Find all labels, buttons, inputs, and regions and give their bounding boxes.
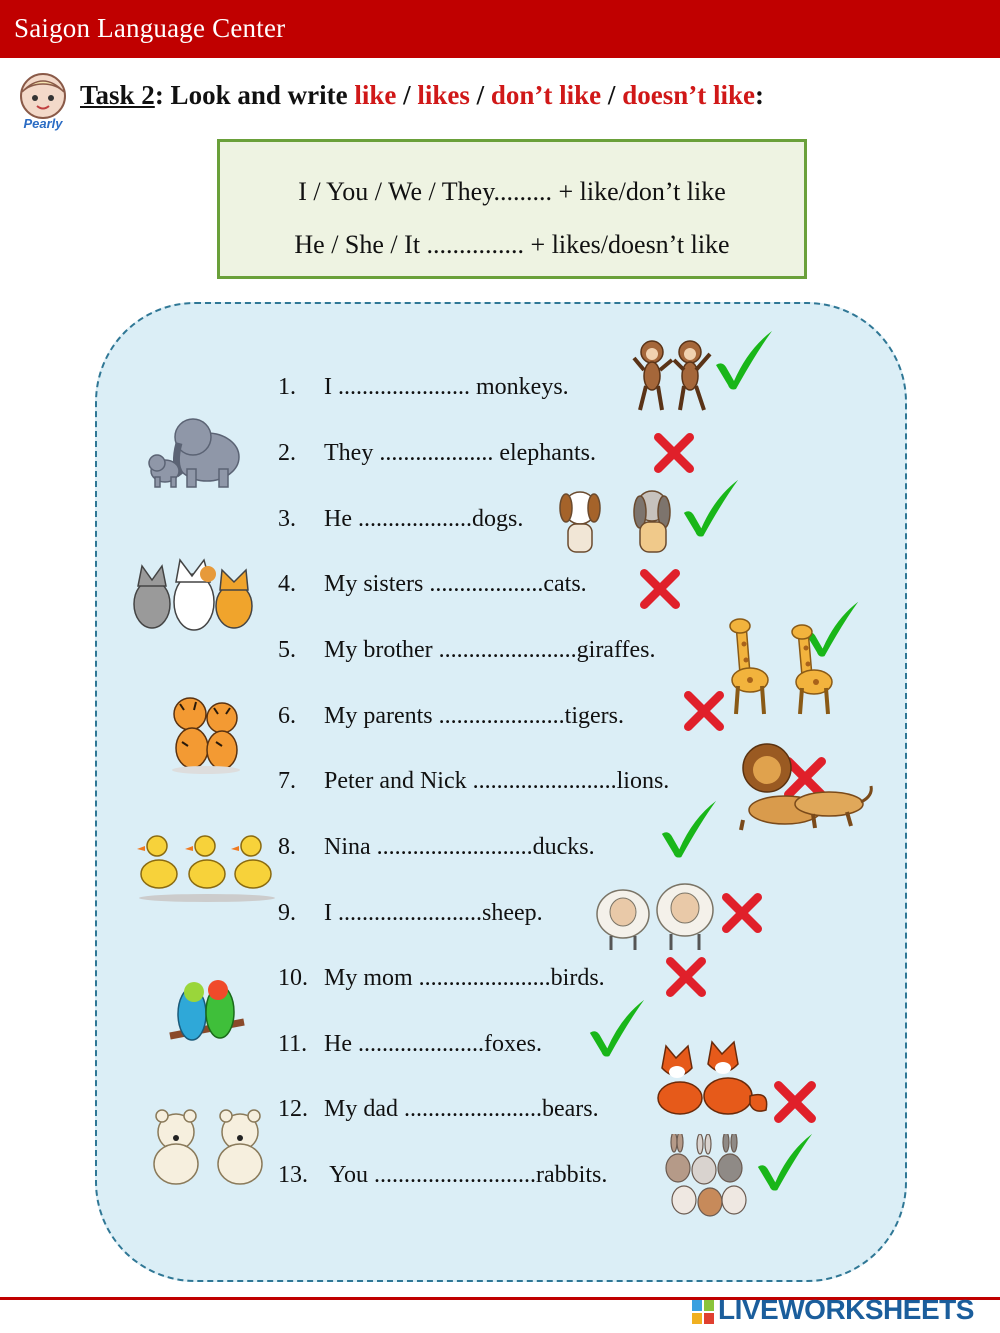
liveworksheets-brand: LIVEWORKSHEETS: [718, 1294, 974, 1325]
item-sentence: He ...................dogs.: [324, 506, 524, 532]
dogs-picture: [556, 484, 684, 558]
ducks-picture: [135, 832, 280, 904]
item-number: 9.: [278, 900, 296, 926]
check-mark-icon: [658, 796, 720, 860]
check-mark-icon: [754, 1128, 816, 1194]
item-number: 10.: [278, 965, 308, 991]
lions-picture: [725, 740, 877, 832]
sep-2: /: [469, 80, 491, 110]
cross-mark-icon: [720, 892, 764, 934]
cross-mark-icon: [652, 432, 696, 474]
item-number: 2.: [278, 440, 296, 466]
monkeys-picture: [632, 334, 714, 414]
exercise-item-2: [278, 440, 596, 467]
exercise-item-9: [278, 900, 543, 927]
exercise-item-12: [278, 1096, 599, 1123]
elephants-picture: [145, 405, 245, 493]
exercise-item-8: [278, 834, 595, 861]
rule-line-plural: I / You / We / They......... + like/don’t like: [298, 177, 726, 206]
birds-picture: [166, 974, 248, 1060]
grammar-rule-box: [217, 139, 807, 279]
check-mark-icon: [586, 996, 648, 1058]
pearly-logo: [12, 70, 74, 132]
header-title: Saigon Language Center: [14, 13, 286, 43]
item-sentence: I ........................sheep.: [324, 900, 543, 926]
header-bar: [0, 0, 1000, 58]
check-mark-icon: [712, 326, 776, 392]
rabbits-picture: [660, 1134, 750, 1218]
sep-1: /: [396, 80, 418, 110]
item-sentence: I ...................... monkeys.: [324, 374, 569, 400]
task-prefix: : Look and write: [154, 80, 355, 110]
item-sentence: My sisters ...................cats.: [324, 571, 587, 597]
option-likes: likes: [417, 80, 470, 110]
option-doesnt-like: doesn’t like: [622, 80, 755, 110]
exercise-item-5: [278, 637, 656, 664]
bears-picture: [146, 1106, 272, 1186]
item-number: 1.: [278, 374, 296, 400]
item-number: 13.: [278, 1162, 308, 1188]
giraffes-picture: [716, 614, 842, 718]
item-number: 11.: [278, 1031, 308, 1057]
cross-mark-icon: [664, 956, 708, 998]
rule-line-singular: He / She / It ............... + likes/doesn’t like: [294, 230, 730, 259]
item-sentence: My mom ......................birds.: [324, 965, 605, 991]
cats-picture: [130, 556, 258, 634]
exercise-item-6: [278, 703, 624, 730]
exercise-item-7: [278, 768, 669, 795]
item-sentence: My dad .......................bears.: [324, 1096, 599, 1122]
liveworksheets-logo-icon: [692, 1300, 714, 1324]
exercise-item-11: [278, 1031, 542, 1058]
exercise-item-4: [278, 571, 587, 598]
exercise-item-3: [278, 506, 523, 533]
pearly-logo-text: Pearly: [23, 116, 63, 131]
item-number: 6.: [278, 703, 296, 729]
sheep-picture: [593, 874, 721, 952]
check-mark-icon: [680, 476, 742, 538]
item-sentence: My brother .......................giraffes.: [324, 637, 656, 663]
tigers-picture: [166, 690, 248, 774]
item-number: 12.: [278, 1096, 308, 1122]
sep-3: /: [601, 80, 623, 110]
task-label: Task 2: [80, 80, 155, 110]
option-dont-like: don’t like: [490, 80, 602, 110]
item-number: 7.: [278, 768, 296, 794]
task-heading: [80, 80, 764, 111]
item-number: 8.: [278, 834, 296, 860]
item-number: 5.: [278, 637, 296, 663]
option-like: like: [354, 80, 397, 110]
exercise-item-13: [278, 1162, 607, 1189]
item-sentence: My parents .....................tigers.: [324, 703, 624, 729]
item-sentence: You ...........................rabbits.: [324, 1162, 608, 1188]
exercise-item-10: [278, 965, 605, 992]
item-number: 3.: [278, 506, 296, 532]
cross-mark-icon: [772, 1080, 818, 1124]
item-sentence: Peter and Nick ........................lions.: [324, 768, 670, 794]
item-sentence: Nina ..........................ducks.: [324, 834, 595, 860]
cross-mark-icon: [638, 568, 682, 610]
foxes-picture: [654, 1040, 772, 1120]
item-sentence: They ................... elephants.: [324, 440, 596, 466]
exercise-item-1: [278, 374, 569, 401]
task-suffix: :: [754, 80, 764, 110]
item-sentence: He .....................foxes.: [324, 1031, 542, 1057]
item-number: 4.: [278, 571, 296, 597]
